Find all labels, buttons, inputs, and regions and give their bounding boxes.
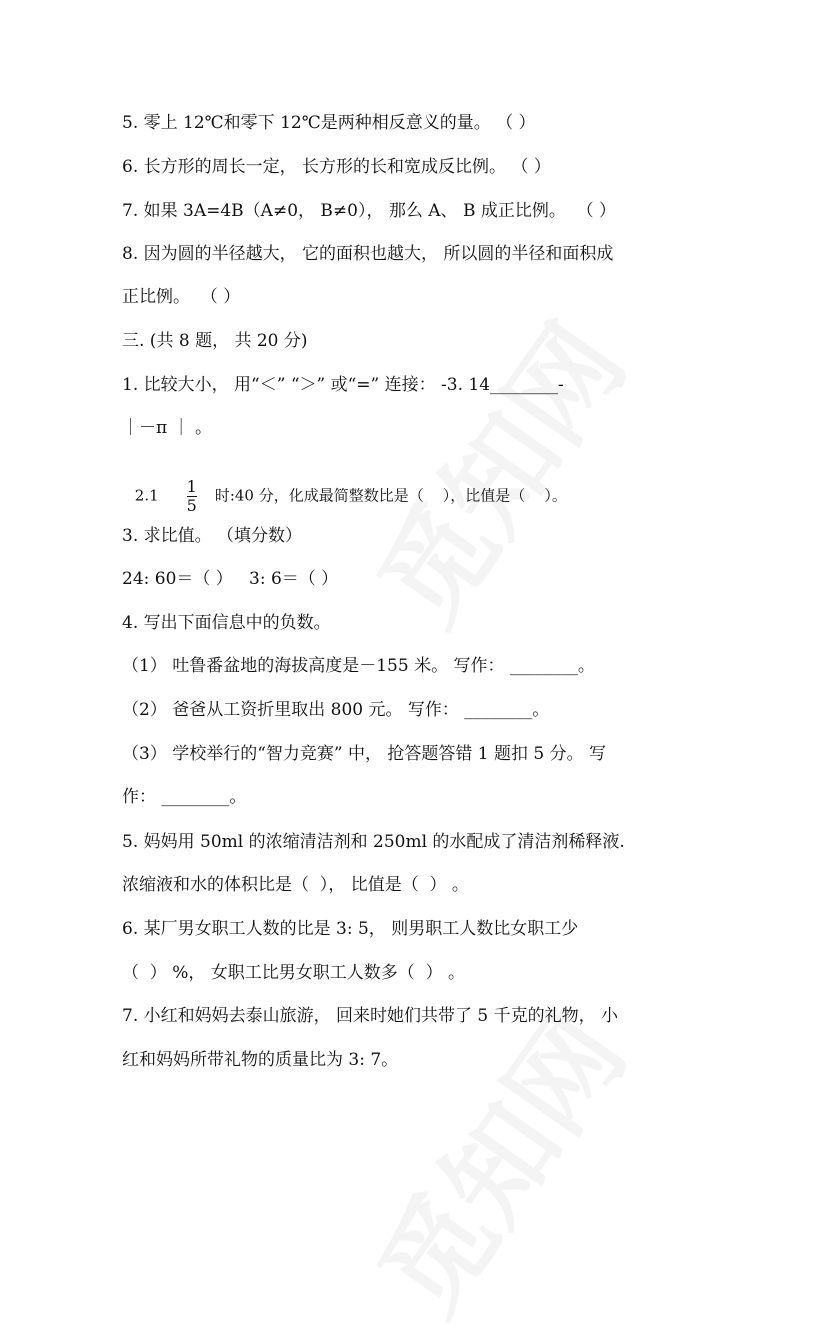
question-line: （1） 吐鲁番盆地的海拔高度是－155 米。 写作： ________。 [122,656,595,676]
fraction-numerator: 1 [186,477,197,496]
question-line: 红和妈妈所带礼物的质量比为 3: 7。 [122,1050,399,1070]
question-line: 7. 如果 3A=4B（A≠0， B≠0）， 那么 A、 B 成正比例。 （ ） [122,201,617,221]
question-line: （2） 爸爸从工资折里取出 800 元。 写作： ________。 [122,700,550,720]
question-line: 3. 求比值。 （填分数） [122,526,303,546]
question-line: 1. 比较大小， 用“＜” “＞” 或“=” 连接： -3. 14________- [122,375,564,395]
question-line: 浓缩液和水的体积比是（ ）， 比值是（ ） 。 [122,875,469,895]
q2-prefix: 2.1 [134,486,159,505]
question-line: 24: 60＝（ ） 3: 6＝（ ） [122,569,339,589]
question-line: 8. 因为圆的半径越大， 它的面积也越大， 所以圆的半径和面积成 [122,244,614,264]
fraction [187,478,197,515]
question-line: 作： ________。 [122,787,247,807]
watermark [336,979,655,1339]
question-line: 5. 妈妈用 50ml 的浓缩清洁剂和 250ml 的水配成了清洁剂稀释液. [122,832,625,852]
question-line: 5. 零上 12℃和零下 12℃是两种相反意义的量。 （ ） [122,113,536,133]
question-2 [130,458,567,515]
question-line: 6. 长方形的周长一定， 长方形的长和宽成反比例。 （ ） [122,157,551,177]
question-line: 6. 某厂男女职工人数的比是 3: 5， 则男职工人数比女职工少 [122,919,579,939]
fraction-denominator: 5 [186,496,197,515]
question-line: 正比例。 （ ） [122,287,241,307]
question-line: 4. 写出下面信息中的负数。 [122,613,331,633]
question-line: ｜－π ｜ 。 [122,418,212,438]
question-line: （ ） %， 女职工比男女职工人数多（ ） 。 [122,963,465,983]
question-line: （3） 学校举行的“智力竞赛” 中， 抢答题答错 1 题扣 5 分。 写 [122,744,607,764]
section-heading: 三. (共 8 题， 共 20 分) [122,331,308,351]
q2-text: 时:40 分，化成最简整数比是（ ），比值是（ ）。 [214,486,567,505]
question-line: 7. 小红和妈妈去泰山旅游， 回来时她们共带了 5 千克的礼物， 小 [122,1006,619,1026]
